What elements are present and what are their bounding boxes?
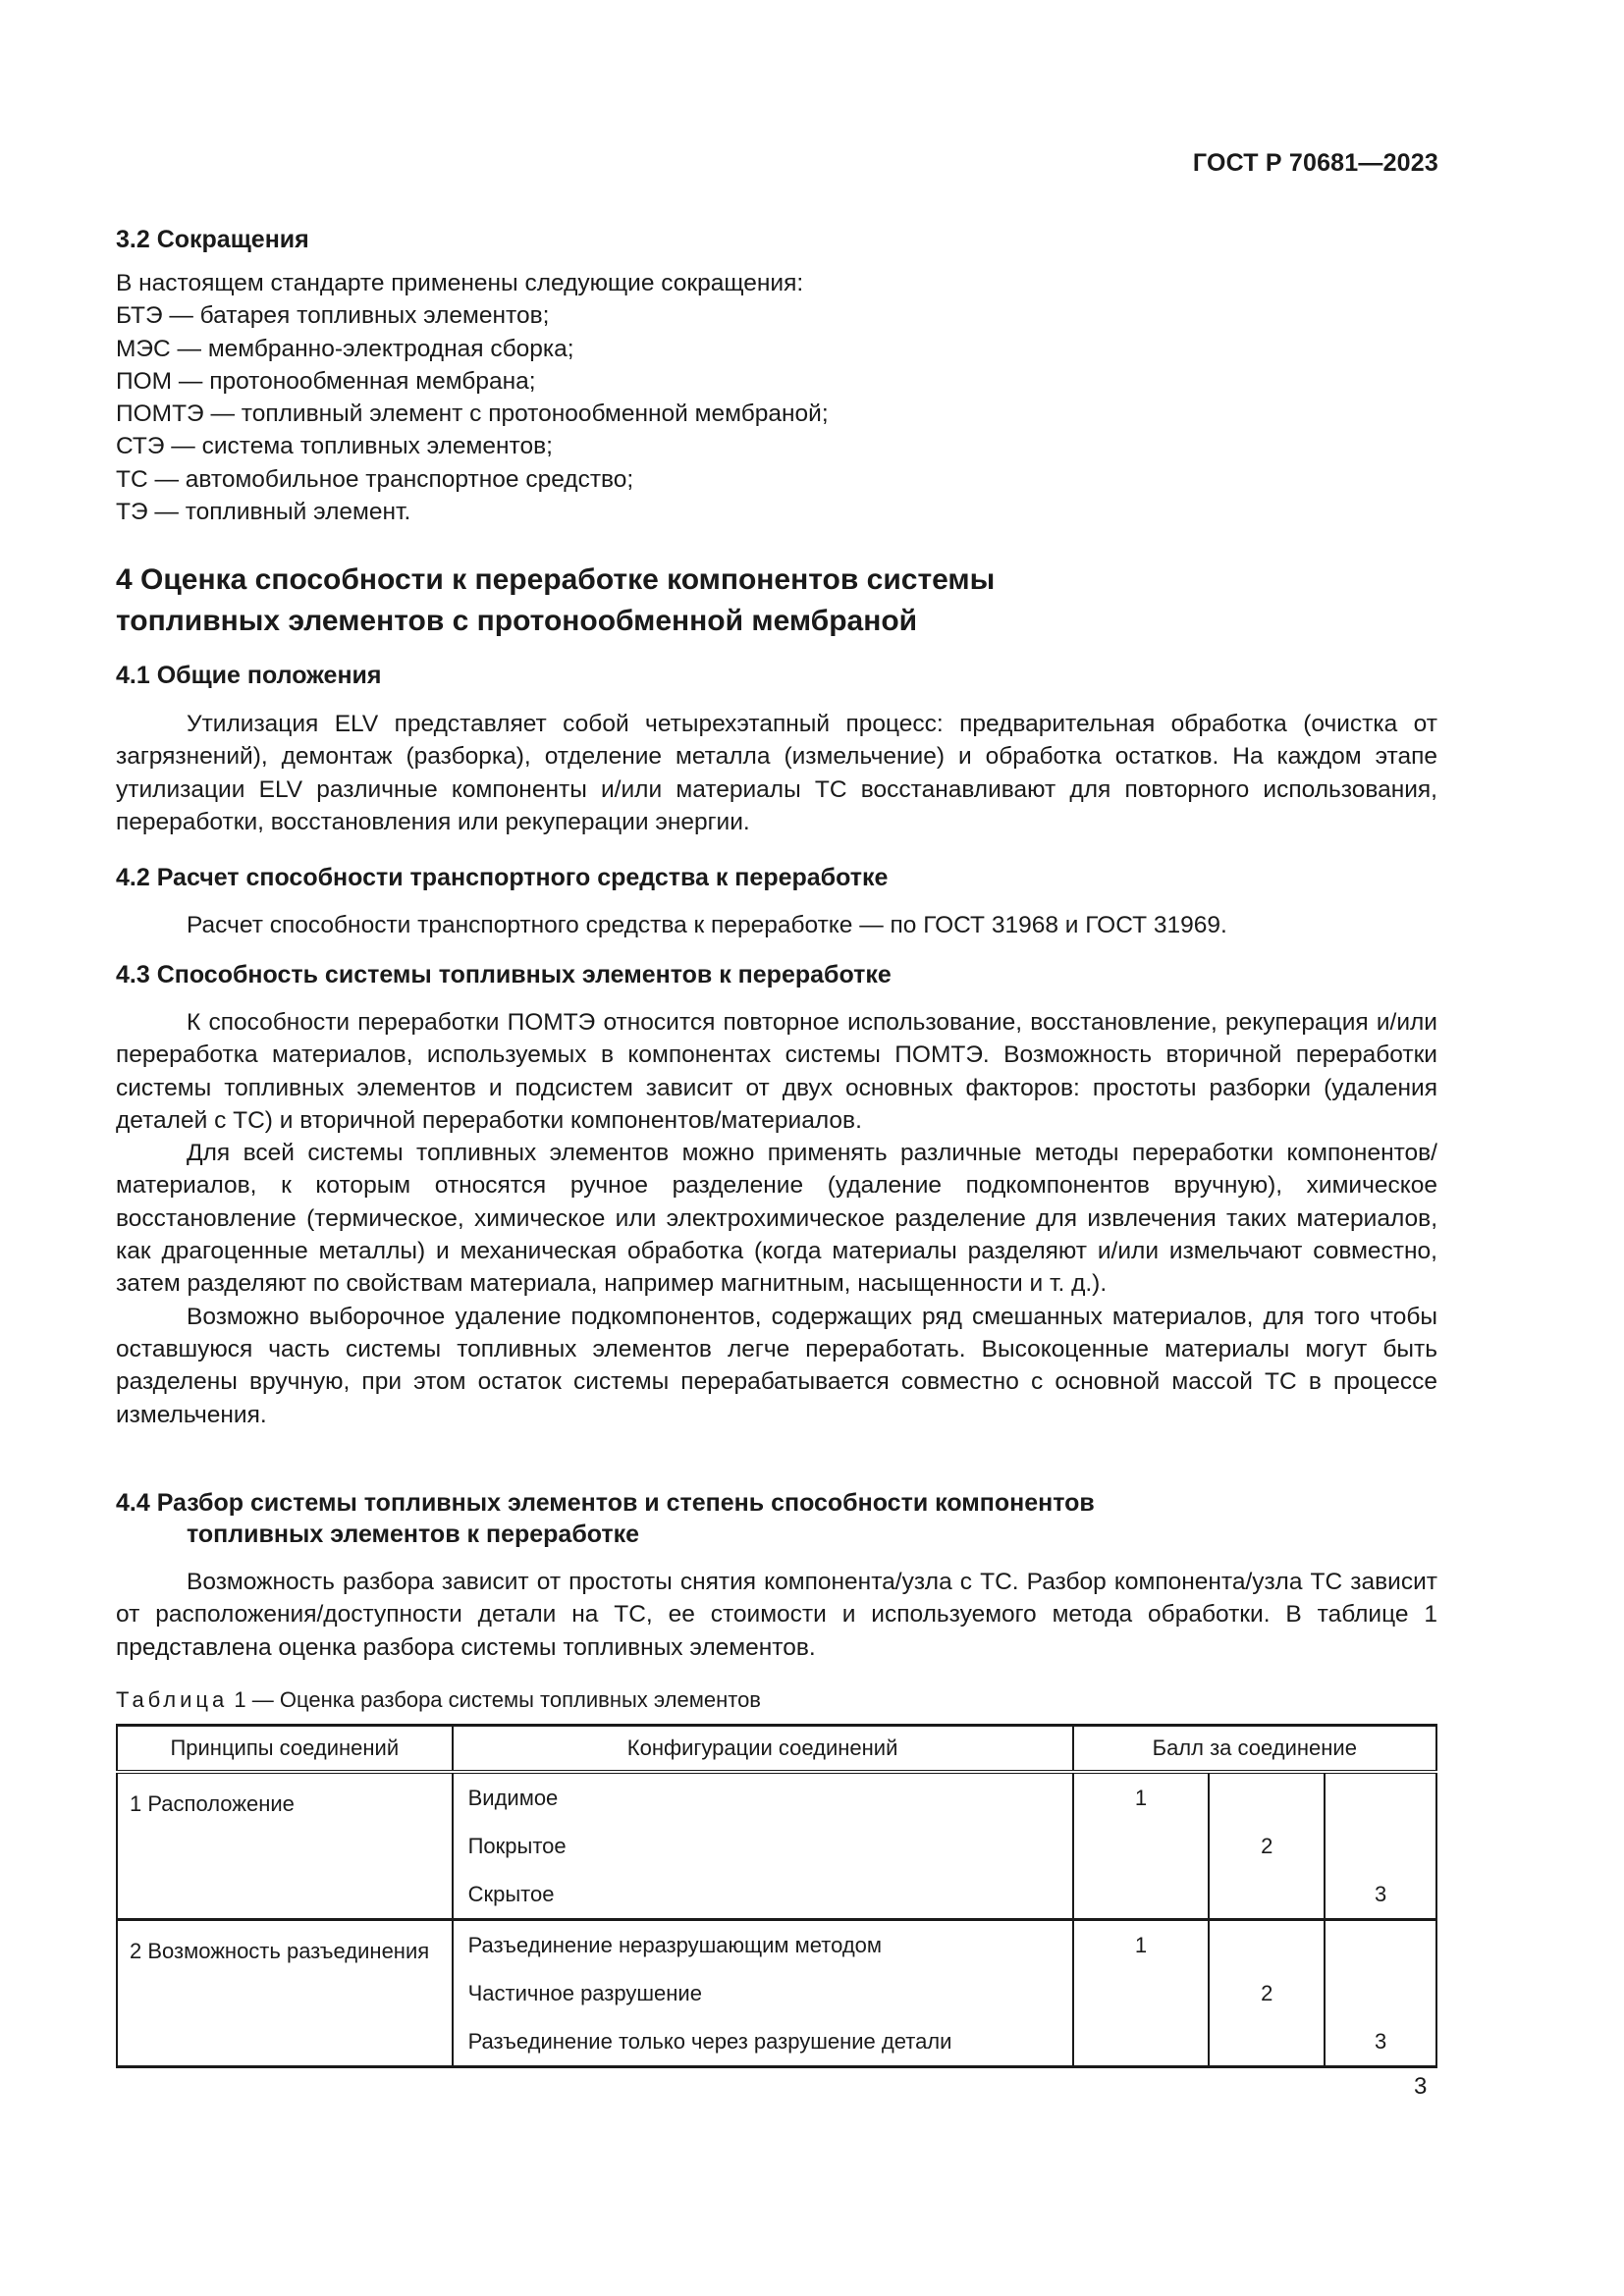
table-caption-number: 1 (234, 1687, 246, 1712)
section-4-heading (116, 560, 1437, 642)
section-3-2 (116, 224, 1437, 528)
config-item: Видимое (467, 1786, 559, 1810)
config-item: Разъединение неразрушающим методом (467, 1933, 883, 1957)
section-4-2-title: 4.2 Расчет способности транспортного средства к переработке (116, 864, 889, 891)
score-value: 1 (1134, 1786, 1148, 1810)
section-4-3-title: 4.3 Способность системы топливных элементов к переработке (116, 961, 892, 988)
table-row (117, 1920, 1436, 2067)
section-4-1-title: 4.1 Общие положения (116, 662, 382, 689)
section-4-4-paragraph: Возможность разбора зависит от простоты снятия компонента/узла с ТС. Разбор компонента/узла ТС зависит от расположения/доступности детали на ТС, ее стоимости и используемого метода обработки. В таблице 1 представлена оценка разбора системы топливных элементов. (116, 1569, 1437, 1661)
section-4-1-paragraph: Утилизация ELV представляет собой четырехэтапный процесс: предварительная обработка (очистка от загрязнений), демонтаж (разборка), отделение металла (измельчение) и обработка остатков. На каждом этапе утилизации ELV различные компоненты и/или материалы ТС восстанавливают для повторного использования, переработки, восстановления или рекуперации энергии. (116, 711, 1437, 835)
score-value (1210, 2017, 1324, 2065)
config-item: Частичное разрушение (467, 1981, 702, 2005)
section-4-title-line1: 4 Оценка способности к переработке компонентов системы (116, 563, 996, 596)
abbreviation-item: ПОМТЭ — топливный элемент с протонообменной мембраной; (116, 400, 829, 428)
score-value (1210, 1921, 1324, 1969)
config-cell (453, 1772, 1073, 1920)
table-caption-text: — Оценка разбора системы топливных элементов (245, 1687, 761, 1712)
score-col-1 (1073, 1920, 1210, 2067)
config-item: Разъединение только через разрушение детали (467, 2029, 952, 2054)
score-col-2 (1209, 1920, 1325, 2067)
score-value (1074, 1870, 1209, 1918)
score-value (1326, 1921, 1435, 1969)
score-value: 3 (1374, 2029, 1387, 2054)
table-header-row (117, 1726, 1436, 1773)
table-caption-label: Таблица (116, 1687, 229, 1712)
score-col-3 (1325, 1920, 1436, 2067)
header-score: Балл за соединение (1073, 1726, 1436, 1773)
config-item: Скрытое (467, 1882, 555, 1906)
section-4-2 (116, 862, 1437, 941)
abbreviation-item: ТЭ — топливный элемент. (116, 499, 411, 526)
section-4-4-title-line2: топливных элементов к переработке (187, 1521, 640, 1548)
section-4-3-paragraph: К способности переработки ПОМТЭ относится повторное использование, восстановление, рекуперация и/или переработка материалов, используемых в компонентах системы ПОМТЭ. Возможность вторичной переработки системы топливных элементов и подсистем зависит от двух основных факторов: простоты разборки (удаления деталей с ТС) и вторичной переработки компонентов/материалов. (116, 1009, 1437, 1134)
score-value (1074, 1969, 1209, 2017)
section-4-3-paragraph: Для всей системы топливных элементов можно применять различные методы переработки компонентов/материалов, к которым относятся ручное разделение (удаление подкомпонентов вручную), химическое восстановление (термическое, химическое или электрохимическое разделение для извлечения таких материалов, как драгоценные металлы) и механическая обработка (когда материалы разделяют и/или измельчают совместно, затем разделяют по свойствам материала, например магнитным, насыщенности и т. д.). (116, 1140, 1437, 1298)
page-number: 3 (1414, 2073, 1428, 2100)
config-item: Покрытое (467, 1834, 567, 1858)
principle-cell: 2 Возможность разъединения (117, 1920, 453, 2067)
section-4-4-title-line1: 4.4 Разбор системы топливных элементов и степень способности компонентов (116, 1489, 1095, 1517)
config-cell (453, 1920, 1073, 2067)
abbreviation-item: ТС — автомобильное транспортное средство; (116, 465, 634, 493)
score-value: 2 (1261, 1834, 1273, 1858)
section-4-4 (116, 1487, 1437, 1664)
score-value (1074, 2017, 1209, 2065)
abbreviation-item: БТЭ — батарея топливных элементов; (116, 302, 550, 330)
abbreviation-item: СТЭ — система топливных элементов; (116, 433, 553, 460)
section-4-3-paragraph: Возможно выборочное удаление подкомпонентов, содержащих ряд смешанных материалов, для того чтобы оставшуюся часть системы топливных элементов легче переработать. Высокоценные материалы могут быть разделены вручную, при этом остаток системы перерабатывается совместно с основной массой ТС в процессе измельчения. (116, 1303, 1437, 1428)
section-4-title-line2: топливных элементов с протонообменной мембраной (116, 605, 918, 637)
section-4-1 (116, 660, 1437, 838)
score-value (1326, 1969, 1435, 2017)
score-value: 1 (1134, 1933, 1148, 1957)
score-col-3 (1325, 1772, 1436, 1920)
standard-id-header: ГОСТ Р 70681—2023 (1192, 149, 1438, 177)
score-value (1326, 1774, 1435, 1822)
abbreviation-item: ПОМ — протонообменная мембрана; (116, 367, 536, 395)
score-value (1210, 1774, 1324, 1822)
score-value (1210, 1870, 1324, 1918)
section-3-2-title: 3.2 Сокращения (116, 226, 309, 253)
header-principles: Принципы соединений (117, 1726, 453, 1773)
abbreviation-item: МЭС — мембранно-электродная сборка; (116, 335, 574, 362)
principle-cell: 1 Расположение (117, 1772, 453, 1920)
score-value (1326, 1822, 1435, 1870)
score-value (1074, 1822, 1209, 1870)
score-value: 2 (1261, 1981, 1273, 2005)
section-4-2-paragraph: Расчет способности транспортного средства к переработке — по ГОСТ 31968 и ГОСТ 31969. (187, 912, 1227, 938)
table-row (117, 1772, 1436, 1920)
table-caption (116, 1686, 761, 1714)
header-configurations: Конфигурации соединений (453, 1726, 1073, 1773)
score-col-1 (1073, 1772, 1210, 1920)
section-4-3 (116, 959, 1437, 1431)
abbreviations-intro: В настоящем стандарте применены следующие сокращения: (116, 270, 804, 296)
score-col-2 (1209, 1772, 1325, 1920)
score-value: 3 (1374, 1882, 1387, 1906)
disassembly-evaluation-table (116, 1724, 1437, 2068)
